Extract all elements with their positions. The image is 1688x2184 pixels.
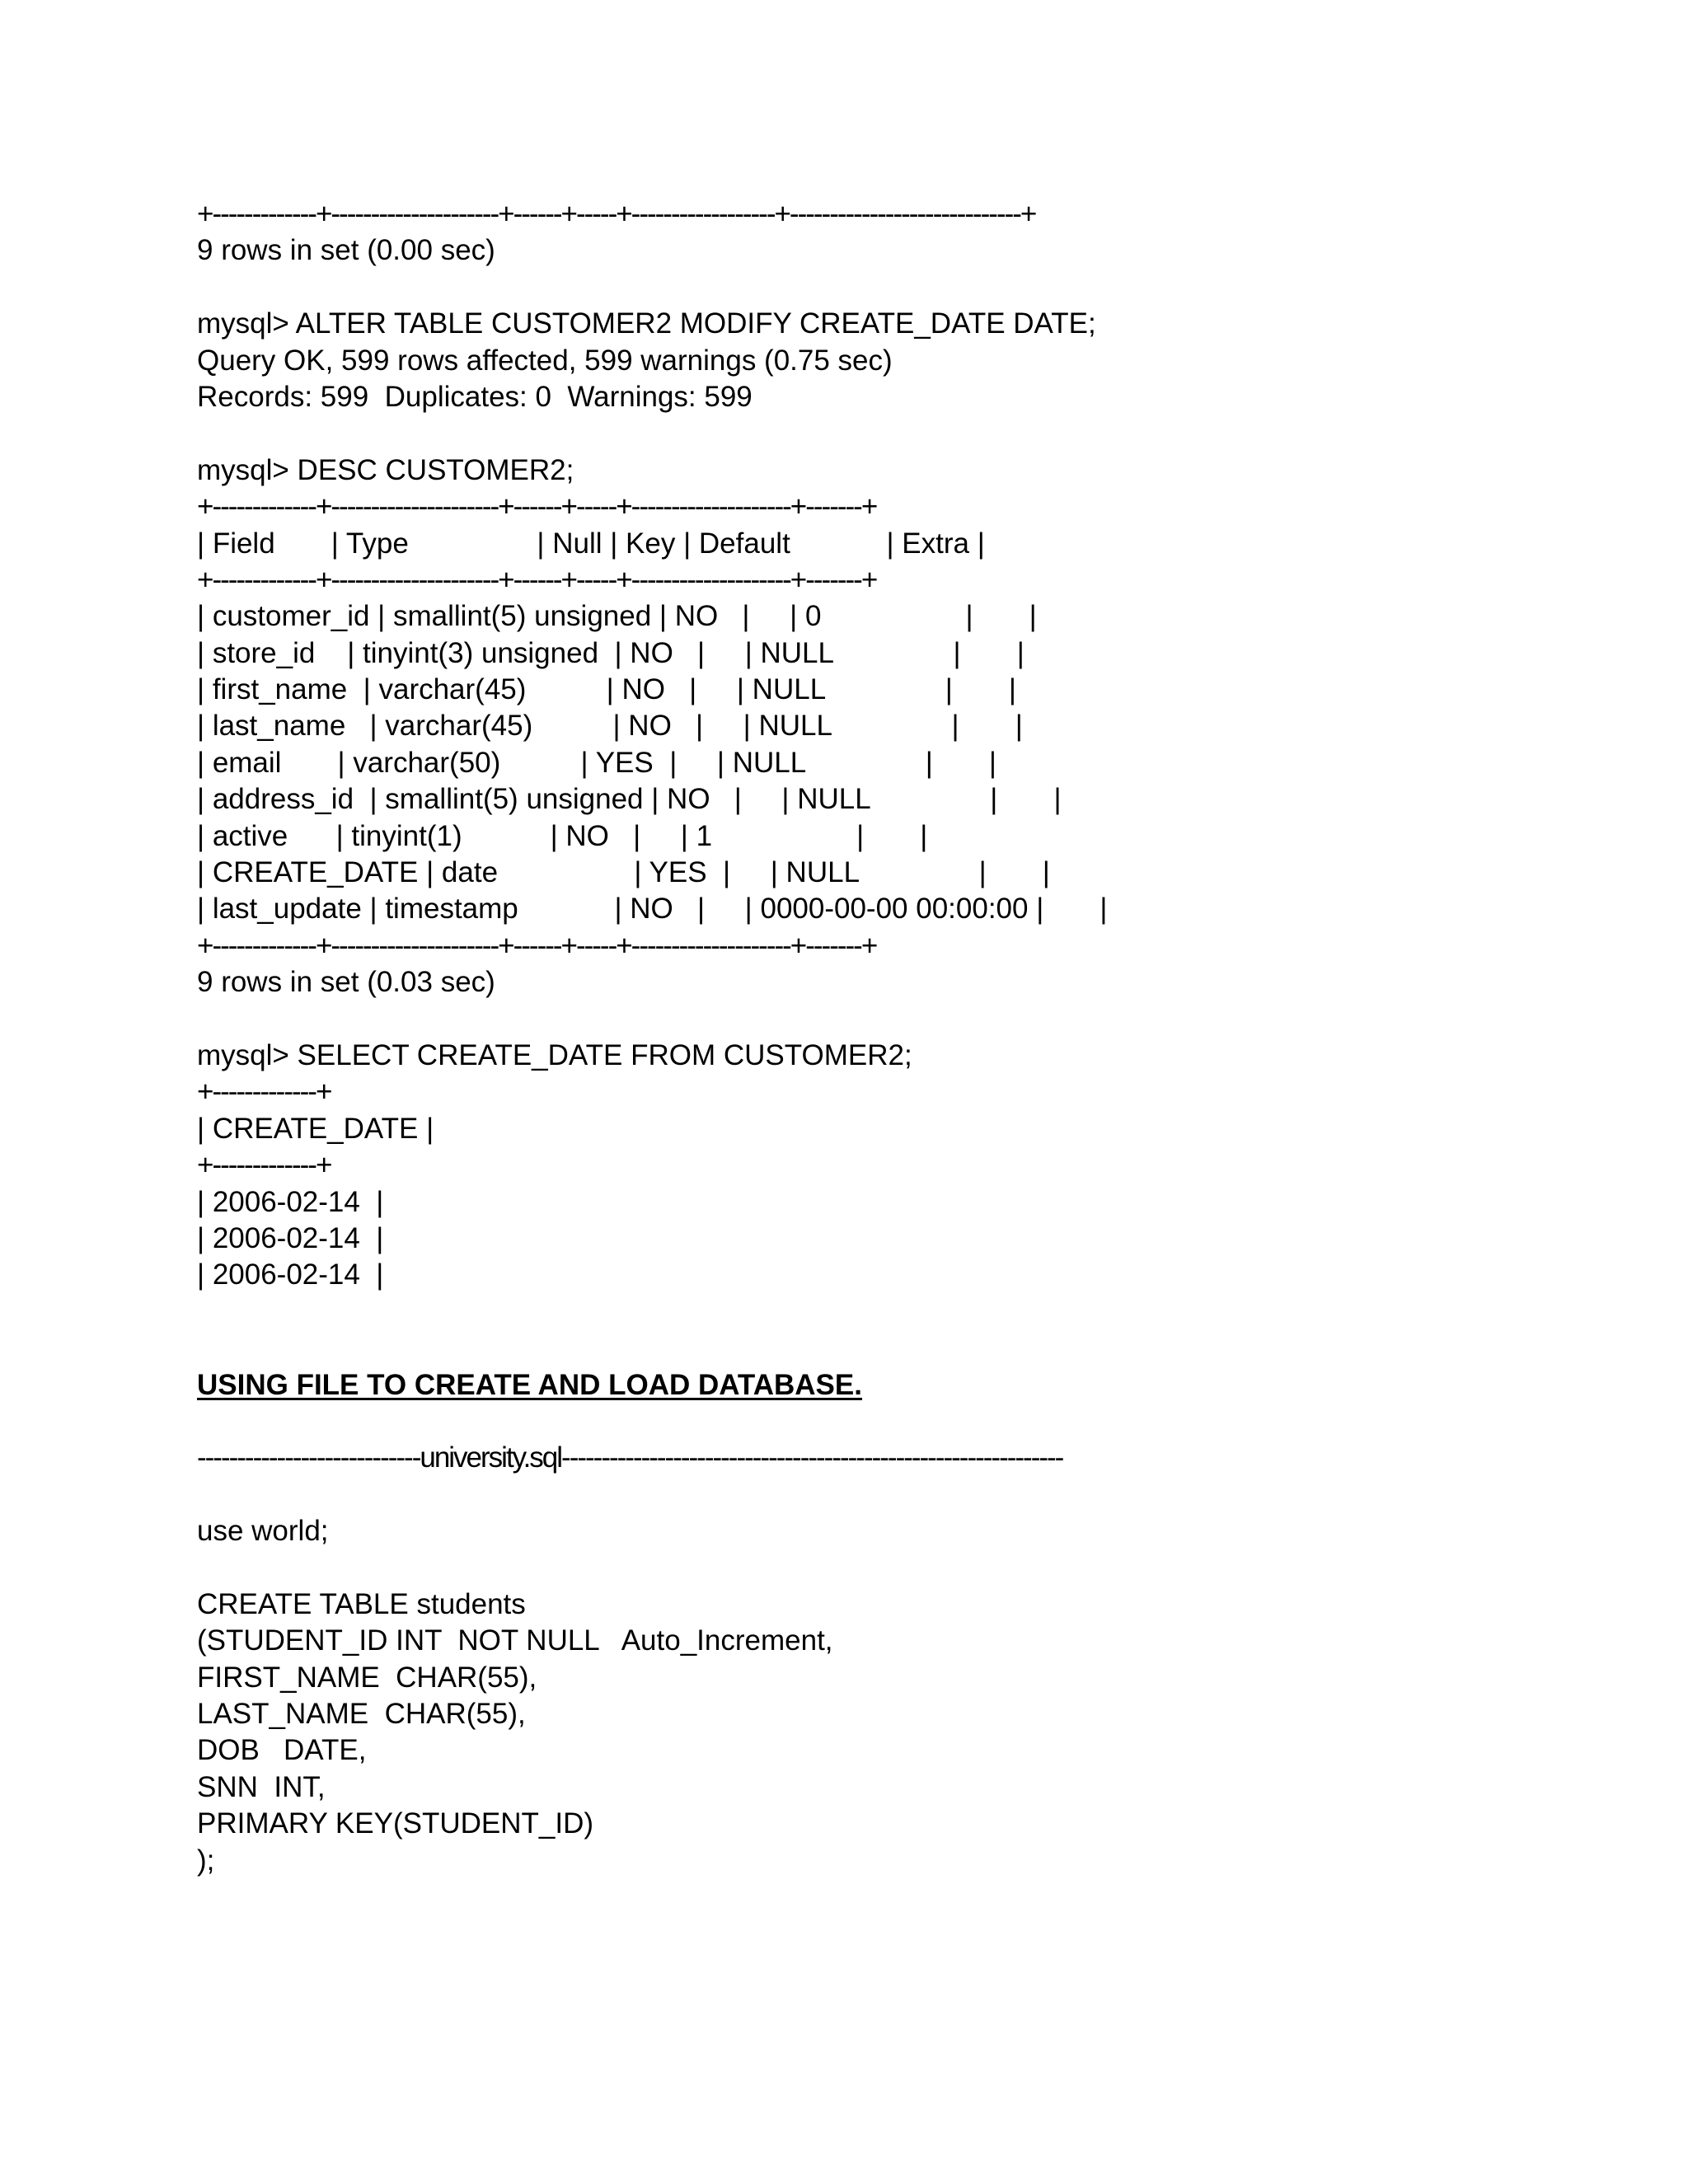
table-row: | store_id | tinyint(3) unsigned | NO | | NULL | | — [197, 636, 1025, 669]
rows-in-set-text: 9 rows in set (0.03 sec) — [197, 966, 495, 999]
table-row: | last_name | varchar(45) | NO | | NULL | | — [197, 710, 1023, 743]
sql-line: PRIMARY KEY(STUDENT_ID) — [197, 1807, 594, 1840]
table-row: | 2006-02-14 | — [197, 1221, 384, 1254]
table-row: | last_update | timestamp | NO | | 0000-00-00 00:00:00 | | — [197, 893, 1108, 926]
use-statement: use world; — [197, 1515, 329, 1548]
sql-line: FIRST_NAME CHAR(55), — [197, 1661, 537, 1694]
spacer — [197, 1477, 1648, 1513]
spacer — [197, 415, 1648, 452]
table-header-row: | CREATE_DATE | — [197, 1112, 434, 1145]
section-heading: USING FILE TO CREATE AND LOAD DATABASE. — [197, 1368, 862, 1401]
spacer — [197, 1549, 1648, 1586]
spacer — [197, 1404, 1648, 1440]
table-row: | customer_id | smallint(5) unsigned | NO | | 0 | | — [197, 600, 1037, 633]
file-divider: ----------------------------university.sql--------------------------------------------------------------- — [197, 1441, 1063, 1474]
table-border: +-------------+ — [197, 1076, 331, 1108]
desc-command: mysql> DESC CUSTOMER2; — [197, 453, 574, 486]
sql-line: LAST_NAME CHAR(55), — [197, 1698, 526, 1731]
table-row: | 2006-02-14 | — [197, 1258, 384, 1291]
table-row: | CREATE_DATE | date | YES | | NULL | | — [197, 856, 1050, 889]
spacer — [197, 1330, 1648, 1366]
sql-line: ); — [197, 1844, 215, 1877]
select-command: mysql> SELECT CREATE_DATE FROM CUSTOMER2; — [197, 1038, 912, 1071]
sql-line: DOB DATE, — [197, 1734, 367, 1767]
records-summary: Records: 599 Duplicates: 0 Warnings: 599 — [197, 380, 753, 413]
table-row: | address_id | smallint(5) unsigned | NO | | NULL | | — [197, 783, 1062, 816]
sql-line: SNN INT, — [197, 1770, 326, 1803]
spacer — [197, 1001, 1648, 1038]
table-row: | active | tinyint(1) | NO | | 1 | | — [197, 819, 928, 852]
table-border: +-------------+ — [197, 1149, 331, 1182]
table-row: | first_name | varchar(45) | NO | | NULL | | — [197, 673, 1016, 706]
alter-command: mysql> ALTER TABLE CUSTOMER2 MODIFY CREATE_DATE DATE; — [197, 307, 1096, 340]
document-page — [197, 196, 1648, 1879]
table-header-row: | Field | Type | Null | Key | Default | Extra | — [197, 527, 985, 560]
table-border: +-------------+---------------------+------+-----+------------------+-----------------------------+ — [197, 198, 1036, 230]
table-row: | email | varchar(50) | YES | | NULL | | — [197, 746, 997, 779]
sql-line: CREATE TABLE students — [197, 1587, 526, 1620]
table-border: +-------------+---------------------+------+-----+--------------------+-------+ — [197, 490, 877, 523]
table-row: | 2006-02-14 | — [197, 1185, 384, 1218]
table-border: +-------------+---------------------+------+-----+--------------------+-------+ — [197, 929, 877, 962]
query-result: Query OK, 599 rows affected, 599 warnings (0.75 sec) — [197, 344, 893, 377]
spacer — [197, 1294, 1648, 1330]
table-border: +-------------+---------------------+------+-----+--------------------+-------+ — [197, 563, 877, 596]
spacer — [197, 269, 1648, 306]
sql-line: (STUDENT_ID INT NOT NULL Auto_Increment, — [197, 1624, 833, 1657]
rows-in-set-text: 9 rows in set (0.00 sec) — [197, 234, 495, 267]
